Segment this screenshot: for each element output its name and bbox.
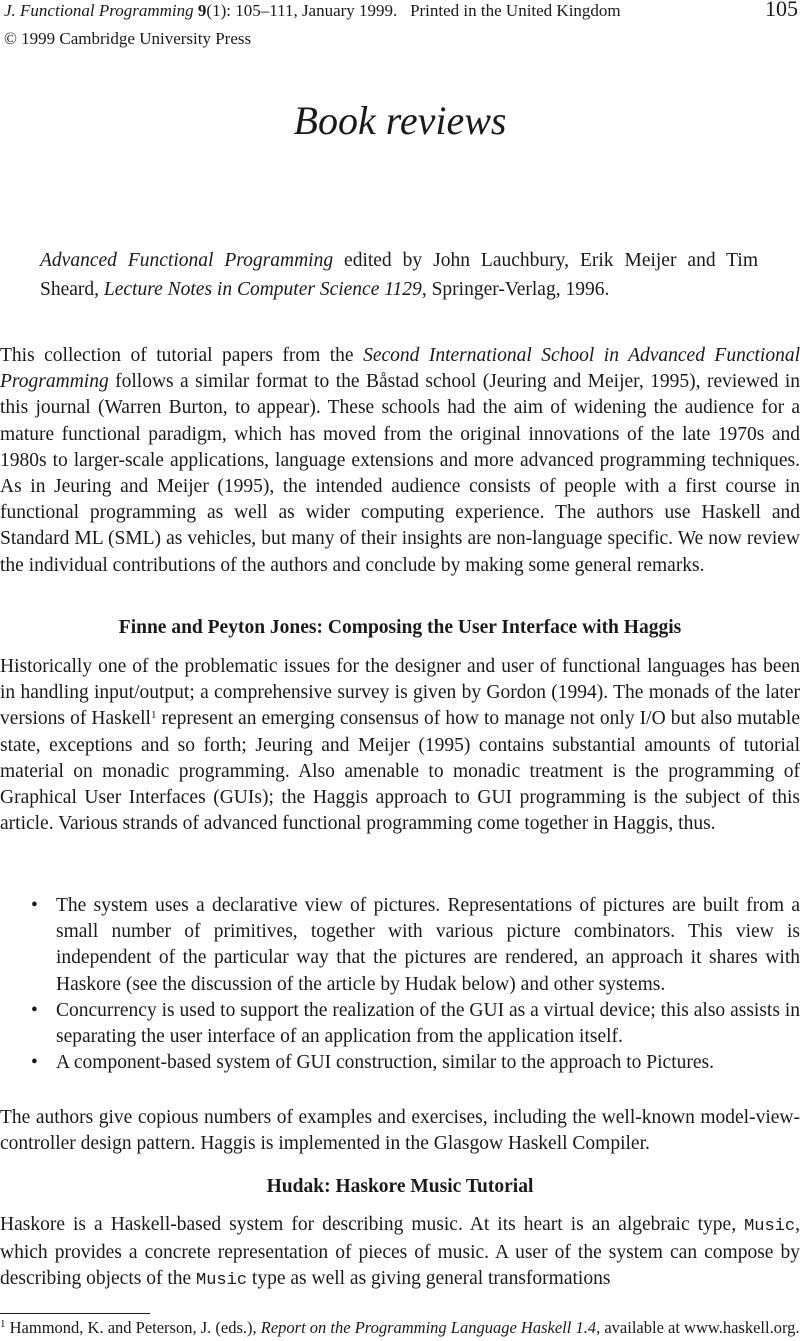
copyright-line: © 1999 Cambridge University Press bbox=[4, 29, 252, 48]
bullet-text: Concurrency is used to support the realization of the GUI as a virtual device; this also assists in separating the user interface of an application from the application itself. bbox=[56, 999, 800, 1048]
footnote-text-2: , available at www.haskell.org. bbox=[596, 1318, 800, 1337]
footnote-marker: 1 bbox=[0, 1318, 6, 1330]
bullet-marker: • bbox=[31, 999, 38, 1021]
printed-note: Printed in the United Kingdom bbox=[410, 1, 621, 20]
haskore-paragraph bbox=[0, 1212, 800, 1295]
code-music-2: Music bbox=[196, 1271, 248, 1291]
journal-citation bbox=[4, 0, 621, 22]
footnote bbox=[0, 1318, 800, 1338]
book-publisher: , Springer-Verlag, 1996. bbox=[421, 279, 610, 300]
haggis-closing-text: The authors give copious numbers of examples and exercises, including the well-known model-view-controller design pattern. Haggis is implemented in the Glasgow Haskell Compiler. bbox=[0, 1107, 800, 1155]
bullet-text: The system uses a declarative view of pictures. Representations of pictures are built from a small number of primitives, together with various picture combinators. This view is independent of the particular way that the pictures are rendered, an approach it shares with Haskore (see the discussion of the article by Hudak below) and other systems. bbox=[56, 895, 800, 995]
journal-issue-date: (1): 105–111, January 1999. bbox=[206, 1, 398, 20]
haskore-text-3: type as well as giving general transformations bbox=[247, 1268, 611, 1290]
haggis-bullet-list bbox=[0, 893, 800, 1076]
book-series: Lecture Notes in Computer Science 1129 bbox=[103, 279, 422, 300]
haskore-text-1: Haskore is a Haskell-based system for describing music. At its heart is an algebraic type, bbox=[0, 1214, 745, 1235]
school-name: Second International School in Advanced Functional Programming bbox=[0, 345, 800, 393]
intro-text-2: follows a similar format to the Båstad school (Jeuring and Meijer, 1995), reviewed in this journal (Warren Burton, to appear). These schools had the aim of widening the audience for a mature functional paradigm, which has moved from the original innovations of the late 1970s and 1980s to larger-scale applications, language extensions and more advanced programming techniques. As in Jeuring and Meijer (1995), the intended audience consists of people with a first course in functional programming as well as wider computing experience. The authors use Haskell and Standard ML (SML) as vehicles, but many of their insights are non-language specific. We now review the individual contributions of the authors and conclude by making some general remarks. bbox=[0, 371, 800, 576]
footnote-ref: 1 bbox=[150, 709, 157, 722]
bullet-marker: • bbox=[31, 895, 38, 916]
footnote-rule bbox=[0, 1313, 150, 1314]
haskore-text-2: , which provides a concrete representation of pieces of music. A user of the system can compose by describing objects of the bbox=[0, 1214, 800, 1290]
book-reference bbox=[40, 246, 758, 304]
bullet-text: A component-based system of GUI construction, similar to the approach to Pictures. bbox=[56, 1052, 714, 1074]
section-heading-haskore: Hudak: Haskore Music Tutorial bbox=[266, 1176, 534, 1197]
footnote-report-title: Report on the Programming Language Haskell 1.4 bbox=[260, 1318, 597, 1337]
list-item bbox=[0, 1050, 800, 1076]
haggis-text-2: represent an emerging consensus of how to manage not only I/O but also mutable state, exceptions and so forth; Jeuring and Meijer (1995) contains substantial amounts of tutorial material on monadic programming. Also amenable to monadic treatment is the programming of Graphical User Interfaces (GUIs); the Haggis approach to GUI programming is the subject of this article. Various strands of advanced functional programming come together in Haggis, thus. bbox=[0, 708, 800, 835]
page-number: 105 bbox=[765, 0, 798, 21]
journal-name: J. Functional Programming bbox=[4, 1, 194, 20]
footnote-text-1: Hammond, K. and Peterson, J. (eds.), bbox=[5, 1318, 261, 1337]
book-title: Advanced Functional Programming bbox=[40, 250, 334, 271]
haggis-paragraph bbox=[0, 654, 800, 837]
list-item bbox=[0, 893, 800, 998]
list-item bbox=[0, 998, 800, 1050]
haggis-closing-paragraph bbox=[0, 1105, 800, 1157]
book-editors: edited by John Lauchbury, Erik Meijer and Tim Sheard, bbox=[40, 250, 758, 300]
intro-paragraph bbox=[0, 343, 800, 579]
page-title: Book reviews bbox=[293, 98, 507, 143]
code-music-1: Music bbox=[744, 1217, 796, 1236]
intro-text-1: This collection of tutorial papers from the bbox=[0, 345, 364, 366]
journal-volume: 9 bbox=[197, 1, 207, 20]
bullet-marker: • bbox=[31, 1052, 38, 1074]
section-heading-haggis: Finne and Peyton Jones: Composing the User Interface with Haggis bbox=[118, 617, 682, 638]
haggis-text-1: Historically one of the problematic issues for the designer and user of functional languages has been in handling input/output; a comprehensive survey is given by Gordon (1994). The monads of the later versions of Haskell bbox=[0, 656, 800, 730]
